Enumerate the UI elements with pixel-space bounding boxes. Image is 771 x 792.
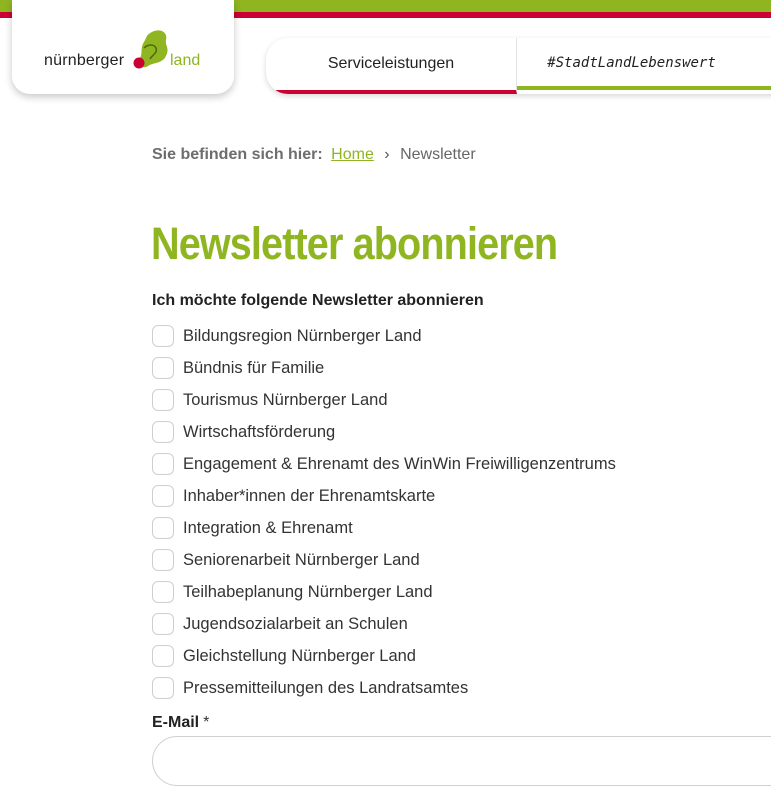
option-label: Tourismus Nürnberger Land [183, 390, 388, 409]
newsletter-options-list [152, 320, 616, 704]
newsletter-option[interactable] [152, 576, 616, 608]
logo-map-icon [130, 28, 174, 74]
nav-item-stadtlandlebenswert[interactable]: #StadtLandLebenswert [517, 38, 771, 90]
logo-word-secondary: land [170, 52, 201, 69]
option-label: Inhaber*innen der Ehrenamtskarte [183, 486, 436, 505]
required-marker: * [203, 714, 210, 731]
checkbox[interactable] [152, 517, 174, 539]
checkbox[interactable] [152, 421, 174, 443]
option-label: Wirtschaftsförderung [183, 422, 336, 441]
breadcrumb-current: Newsletter [400, 146, 476, 163]
checkbox[interactable] [152, 357, 174, 379]
checkbox[interactable] [152, 325, 174, 347]
checkbox[interactable] [152, 581, 174, 603]
newsletter-option[interactable] [152, 480, 616, 512]
checkbox[interactable] [152, 613, 174, 635]
checkbox[interactable] [152, 485, 174, 507]
option-label: Gleichstellung Nürnberger Land [183, 646, 416, 665]
newsletter-option[interactable] [152, 320, 616, 352]
newsletter-option[interactable] [152, 448, 616, 480]
newsletter-option[interactable] [152, 544, 616, 576]
option-label: Teilhabeplanung Nürnberger Land [183, 582, 433, 601]
checkbox[interactable] [152, 645, 174, 667]
newsletter-option[interactable] [152, 416, 616, 448]
breadcrumb-home-link[interactable]: Home [331, 146, 374, 163]
option-label: Seniorenarbeit Nürnberger Land [183, 550, 420, 569]
breadcrumb-lead: Sie befinden sich hier: [152, 146, 323, 163]
email-input[interactable] [152, 736, 771, 786]
email-label [152, 714, 209, 732]
newsletter-option[interactable] [152, 608, 616, 640]
checkbox[interactable] [152, 453, 174, 475]
newsletter-group-label: Ich möchte folgende Newsletter abonnieren [152, 292, 484, 309]
page-title: Newsletter abonnieren [151, 218, 558, 269]
logo[interactable] [44, 28, 214, 78]
checkbox[interactable] [152, 549, 174, 571]
newsletter-option[interactable] [152, 640, 616, 672]
logo-card[interactable] [12, 0, 234, 94]
option-label: Bündnis für Familie [183, 358, 325, 377]
option-label: Bildungsregion Nürnberger Land [183, 326, 422, 345]
logo-word-primary: nürnberger [44, 52, 125, 69]
checkbox[interactable] [152, 389, 174, 411]
nav-item-serviceleistungen[interactable]: Serviceleistungen [266, 38, 517, 94]
newsletter-option[interactable] [152, 352, 616, 384]
newsletter-option[interactable] [152, 512, 616, 544]
email-label-text: E-Mail [152, 714, 200, 731]
option-label: Engagement & Ehrenamt des WinWin Freiwilligenzentrums [183, 454, 616, 473]
breadcrumb-separator-icon: › [384, 146, 390, 163]
option-label: Pressemitteilungen des Landratsamtes [183, 678, 469, 697]
option-label: Jugendsozialarbeit an Schulen [183, 614, 408, 633]
newsletter-option[interactable] [152, 672, 616, 704]
checkbox[interactable] [152, 677, 174, 699]
option-label: Integration & Ehrenamt [183, 518, 353, 537]
newsletter-option[interactable] [152, 384, 616, 416]
main-navigation [266, 38, 771, 94]
breadcrumb [152, 146, 476, 164]
